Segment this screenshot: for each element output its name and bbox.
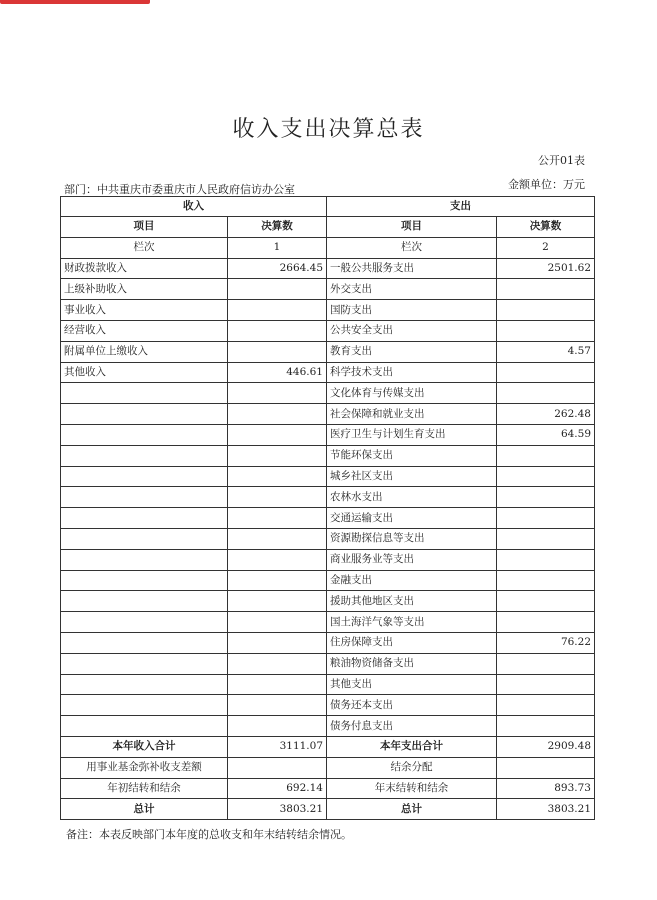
expense-amount-header: 决算数 <box>497 217 595 238</box>
income-amount <box>228 487 327 508</box>
table-row <box>61 320 595 341</box>
income-col-number: 1 <box>228 237 327 258</box>
expense-amount <box>497 279 595 300</box>
expense-amount: 64.59 <box>497 424 595 445</box>
expense-col-number: 2 <box>497 237 595 258</box>
expense-item: 农林水支出 <box>327 487 497 508</box>
income-amount <box>228 445 327 466</box>
income-amount <box>228 612 327 633</box>
summary-expense-amount <box>497 757 595 778</box>
table-row <box>61 528 595 549</box>
expense-amount <box>497 716 595 737</box>
table-row <box>61 674 595 695</box>
table-row <box>61 445 595 466</box>
income-amount <box>228 716 327 737</box>
unit-label: 金额单位：万元 <box>508 178 585 191</box>
expense-amount <box>497 612 595 633</box>
expense-amount: 262.48 <box>497 404 595 425</box>
income-item: 其他收入 <box>61 362 228 383</box>
expense-item: 交通运输支出 <box>327 508 497 529</box>
expense-amount <box>497 300 595 321</box>
expense-amount <box>497 695 595 716</box>
income-item <box>61 591 228 612</box>
table-row <box>61 716 595 737</box>
income-item <box>61 487 228 508</box>
income-item <box>61 383 228 404</box>
income-amount <box>228 300 327 321</box>
expense-item: 节能环保支出 <box>327 445 497 466</box>
income-item <box>61 404 228 425</box>
income-amount <box>228 383 327 404</box>
expense-item: 城乡社区支出 <box>327 466 497 487</box>
expense-amount: 2501.62 <box>497 258 595 279</box>
table-row <box>61 549 595 570</box>
summary-expense-amount: 2909.48 <box>497 736 595 757</box>
expense-item: 国防支出 <box>327 300 497 321</box>
income-item <box>61 528 228 549</box>
table-row <box>61 362 595 383</box>
expense-amount <box>497 383 595 404</box>
table-row <box>61 300 595 321</box>
expense-item: 债务付息支出 <box>327 716 497 737</box>
income-item: 事业收入 <box>61 300 228 321</box>
expense-amount <box>497 445 595 466</box>
expense-item: 住房保障支出 <box>327 632 497 653</box>
expense-item: 社会保障和就业支出 <box>327 404 497 425</box>
summary-expense-item: 本年支出合计 <box>327 736 497 757</box>
summary-income-amount: 692.14 <box>228 778 327 799</box>
income-amount: 446.61 <box>228 362 327 383</box>
expense-amount <box>497 528 595 549</box>
income-item-header: 项目 <box>61 217 228 238</box>
expense-item: 资源勘探信息等支出 <box>327 528 497 549</box>
income-amount-header: 决算数 <box>228 217 327 238</box>
summary-expense-item: 结余分配 <box>327 757 497 778</box>
table-row <box>61 508 595 529</box>
income-item <box>61 570 228 591</box>
table-row <box>61 258 595 279</box>
income-item: 附属单位上缴收入 <box>61 341 228 362</box>
income-item: 经营收入 <box>61 320 228 341</box>
summary-income-item: 总计 <box>61 799 228 820</box>
summary-row <box>61 799 595 820</box>
summary-expense-amount: 3803.21 <box>497 799 595 820</box>
income-item <box>61 508 228 529</box>
table-row <box>61 695 595 716</box>
expense-item: 外交支出 <box>327 279 497 300</box>
table-row <box>61 487 595 508</box>
expense-item: 一般公共服务支出 <box>327 258 497 279</box>
income-amount <box>228 632 327 653</box>
expense-item: 科学技术支出 <box>327 362 497 383</box>
expense-item-header: 项目 <box>327 217 497 238</box>
income-col-label: 栏次 <box>61 237 228 258</box>
expense-amount <box>497 362 595 383</box>
income-amount <box>228 320 327 341</box>
summary-row <box>61 736 595 757</box>
expense-item: 文化体育与传媒支出 <box>327 383 497 404</box>
expense-item: 商业服务业等支出 <box>327 549 497 570</box>
table-row <box>61 653 595 674</box>
table-row <box>61 404 595 425</box>
expense-col-label: 栏次 <box>327 237 497 258</box>
summary-expense-amount: 893.73 <box>497 778 595 799</box>
income-amount <box>228 591 327 612</box>
summary-income-amount: 3803.21 <box>228 799 327 820</box>
expense-amount <box>497 591 595 612</box>
expense-item: 教育支出 <box>327 341 497 362</box>
expense-amount <box>497 570 595 591</box>
table-row <box>61 341 595 362</box>
expense-amount: 76.22 <box>497 632 595 653</box>
income-item <box>61 716 228 737</box>
income-item <box>61 424 228 445</box>
table-row <box>61 570 595 591</box>
income-amount <box>228 279 327 300</box>
expense-amount <box>497 466 595 487</box>
income-amount <box>228 653 327 674</box>
income-item <box>61 612 228 633</box>
expense-amount <box>497 549 595 570</box>
income-item <box>61 445 228 466</box>
summary-expense-item: 年末结转和结余 <box>327 778 497 799</box>
summary-expense-item: 总计 <box>327 799 497 820</box>
table-row <box>61 612 595 633</box>
income-amount <box>228 508 327 529</box>
expense-item: 援助其他地区支出 <box>327 591 497 612</box>
table-row <box>61 466 595 487</box>
summary-row <box>61 757 595 778</box>
income-amount <box>228 404 327 425</box>
expense-item: 金融支出 <box>327 570 497 591</box>
income-item <box>61 695 228 716</box>
footnote: 备注：本表反映部门本年度的总收支和年末结转结余情况。 <box>66 828 352 841</box>
table-row <box>61 632 595 653</box>
income-item <box>61 549 228 570</box>
income-amount <box>228 549 327 570</box>
expense-item: 医疗卫生与计划生育支出 <box>327 424 497 445</box>
table-row <box>61 424 595 445</box>
form-code: 公开01表 <box>538 154 585 167</box>
income-item: 财政拨款收入 <box>61 258 228 279</box>
table-row <box>61 591 595 612</box>
expense-item: 国土海洋气象等支出 <box>327 612 497 633</box>
column-header-row <box>61 217 595 238</box>
section-header-row <box>61 197 595 217</box>
income-amount <box>228 695 327 716</box>
summary-income-amount: 3111.07 <box>228 736 327 757</box>
expense-item: 公共安全支出 <box>327 320 497 341</box>
expense-amount: 4.57 <box>497 341 595 362</box>
department-label: 部门：中共重庆市委重庆市人民政府信访办公室 <box>64 183 295 196</box>
income-amount <box>228 570 327 591</box>
summary-income-item: 年初结转和结余 <box>61 778 228 799</box>
table-row <box>61 279 595 300</box>
expense-amount <box>497 508 595 529</box>
income-item <box>61 674 228 695</box>
column-number-row <box>61 237 595 258</box>
expense-amount <box>497 487 595 508</box>
summary-income-amount <box>228 757 327 778</box>
page-title: 收入支出决算总表 <box>232 117 425 142</box>
summary-income-item: 本年收入合计 <box>61 736 228 757</box>
income-amount <box>228 424 327 445</box>
income-amount <box>228 466 327 487</box>
income-item: 上级补助收入 <box>61 279 228 300</box>
table-row <box>61 383 595 404</box>
income-item <box>61 466 228 487</box>
summary-income-item: 用事业基金弥补收支差额 <box>61 757 228 778</box>
income-item <box>61 632 228 653</box>
income-amount <box>228 341 327 362</box>
income-expense-table <box>60 196 595 820</box>
income-amount: 2664.45 <box>228 258 327 279</box>
summary-row <box>61 778 595 799</box>
income-section-header: 收入 <box>61 197 327 217</box>
expense-section-header: 支出 <box>327 197 595 217</box>
income-item <box>61 653 228 674</box>
expense-item: 粮油物资储备支出 <box>327 653 497 674</box>
income-amount <box>228 674 327 695</box>
expense-amount <box>497 320 595 341</box>
red-stamp-mark <box>0 0 160 6</box>
expense-item: 债务还本支出 <box>327 695 497 716</box>
expense-item: 其他支出 <box>327 674 497 695</box>
expense-amount <box>497 653 595 674</box>
expense-amount <box>497 674 595 695</box>
income-amount <box>228 528 327 549</box>
